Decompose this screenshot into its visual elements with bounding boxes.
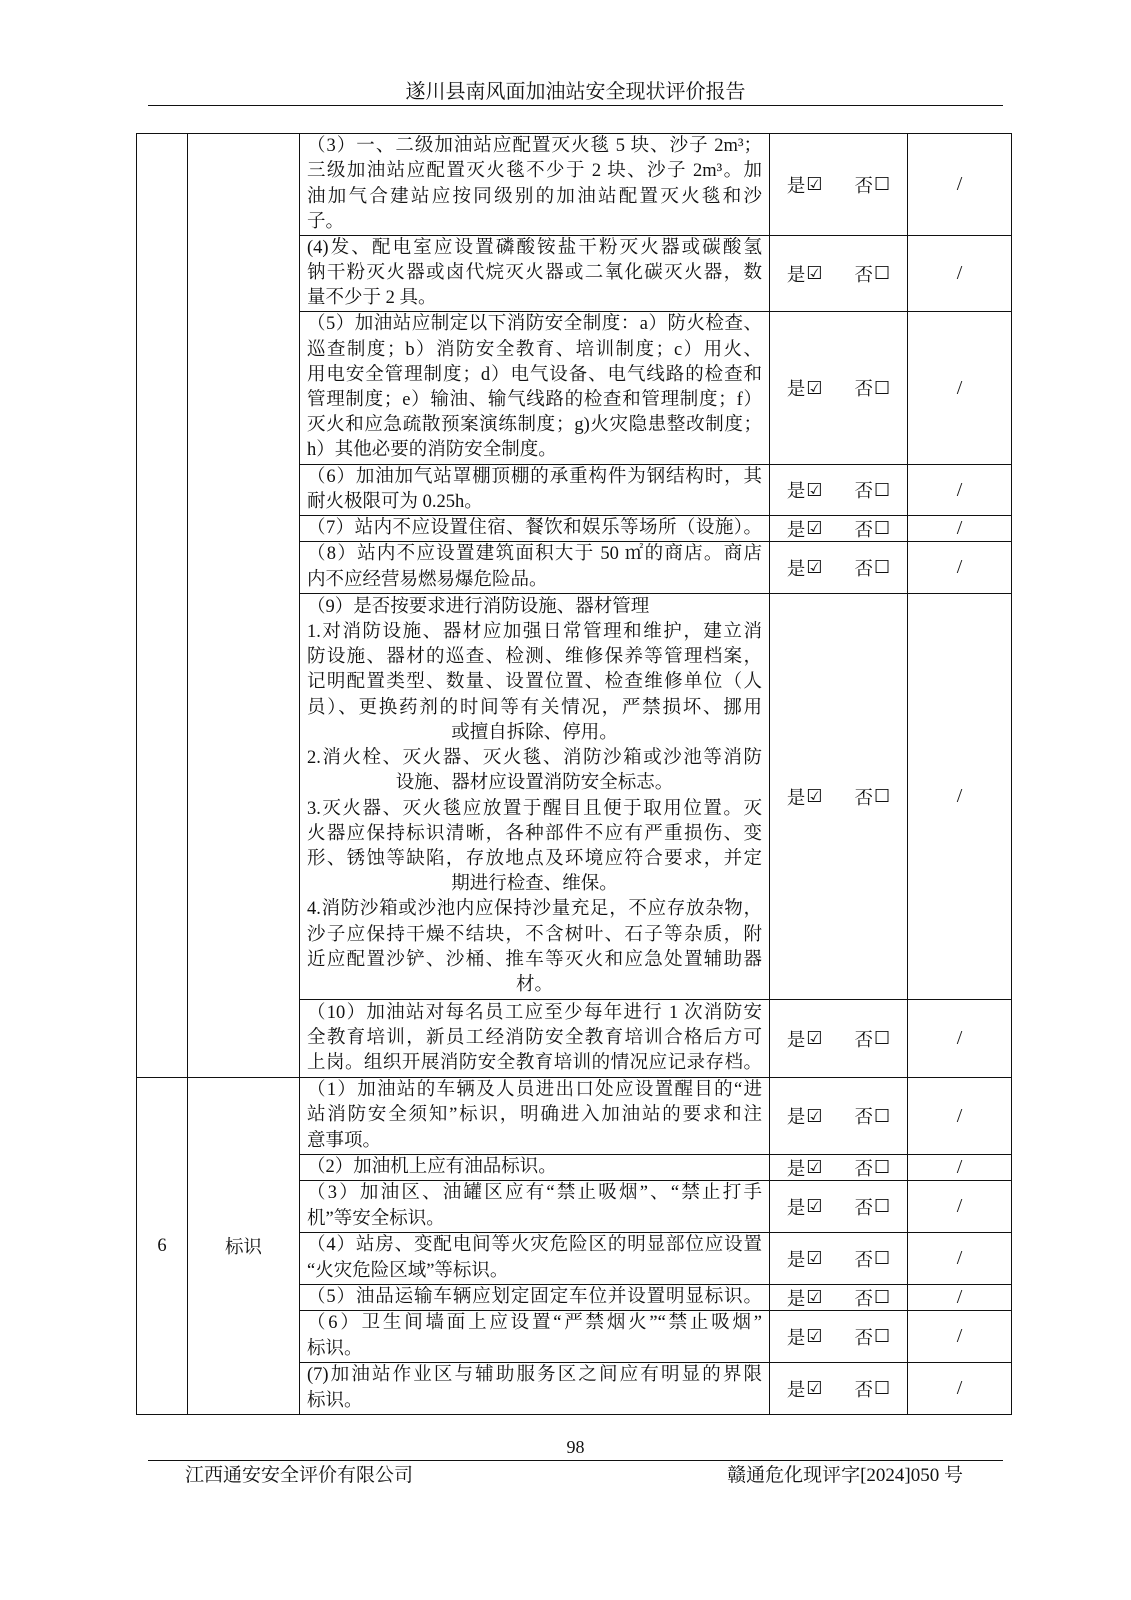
compliance-check xyxy=(770,594,908,1000)
item-text-line: 耐火极限可为 0.25h。 xyxy=(307,492,483,512)
item-text-line: 站消防安全须知”标识，明确进入加油站的要求和注 xyxy=(307,1105,762,1126)
no-option xyxy=(855,375,891,401)
item-text-line: （6）加油加气站罩棚顶棚的承重构件为钢结构时，其 xyxy=(307,466,762,487)
checked-box-icon: ☑ xyxy=(806,174,823,195)
unchecked-box-icon: ☐ xyxy=(874,479,891,501)
yes-option xyxy=(787,477,823,503)
item-text-line: 3.灭火器、灭火毯应放置于醒目且便于取用位置。灭 xyxy=(307,798,762,819)
compliance-check xyxy=(770,542,908,594)
footer-company: 江西通安安全评价有限公司 xyxy=(185,1465,414,1486)
unchecked-box-icon: ☐ xyxy=(874,263,891,284)
no-label: 否 xyxy=(854,265,874,286)
compliance-check xyxy=(770,1000,908,1078)
yes-option xyxy=(787,1103,823,1129)
item-text-line: （8）站内不应设置建筑面积大于 50 ㎡的商店。商店 xyxy=(307,544,762,565)
no-option xyxy=(855,172,891,198)
item-content xyxy=(300,312,770,465)
compliance-check xyxy=(770,1233,908,1285)
no-option xyxy=(855,1285,891,1311)
remark-cell xyxy=(908,1181,1012,1233)
item-text-line: 三级加油站应配置灭火毯不少于 2 块、沙子 2m³。加 xyxy=(307,161,762,182)
compliance-check xyxy=(770,1078,908,1155)
item-content xyxy=(300,594,770,1000)
item-text-line: 子。 xyxy=(307,211,345,232)
remark-text: / xyxy=(956,1325,963,1347)
item-text-line: （9）是否按要求进行消防设施、器材管理 xyxy=(307,596,650,617)
item-text-line: 员）、更换药剂的时间等有关情况，严禁损坏、挪用 xyxy=(307,697,762,718)
yes-label: 是 xyxy=(786,520,806,541)
remark-text: / xyxy=(956,173,963,195)
remark-cell xyxy=(908,236,1012,312)
compliance-check xyxy=(770,516,908,542)
remark-cell xyxy=(908,1233,1012,1285)
remark-text: / xyxy=(956,1286,963,1308)
checked-box-icon: ☑ xyxy=(806,518,823,539)
remark-cell xyxy=(908,134,1012,236)
item-text-line: 意事项。 xyxy=(307,1130,382,1151)
item-text-line: 沙子应保持干燥不结块，不含树叶、石子等杂质，附 xyxy=(307,924,762,945)
compliance-check xyxy=(770,1311,908,1363)
section-category-cell-continued xyxy=(188,134,300,1078)
compliance-check xyxy=(770,236,908,312)
no-label: 否 xyxy=(854,520,874,541)
compliance-check xyxy=(770,312,908,465)
item-text-line: 灭火和应急疏散预案演练制度；g)火灾隐患整改制度； xyxy=(307,415,762,436)
remark-cell xyxy=(908,1311,1012,1363)
item-text-line: （6）卫生间墙面上应设置“严禁烟火”“禁止吸烟” xyxy=(307,1313,762,1334)
section-category: 标识 xyxy=(188,1078,300,1415)
item-text-line: 管理制度；e）输油、输气线路的检查和管理制度；f） xyxy=(307,390,762,410)
yes-label: 是 xyxy=(786,559,806,580)
item-text-line: 形、锈蚀等缺陷，存放地点及环境应符合要求，并定 xyxy=(307,848,762,869)
remark-cell xyxy=(908,542,1012,594)
page-number: 98 xyxy=(566,1437,585,1457)
item-text-line: （5）油品运输车辆应划定固定车位并设置明显标识。 xyxy=(307,1286,762,1307)
yes-option xyxy=(787,555,823,581)
checked-box-icon: ☑ xyxy=(806,1326,823,1347)
checked-box-icon: ☑ xyxy=(806,557,823,578)
yes-option xyxy=(787,1026,823,1052)
unchecked-box-icon: ☐ xyxy=(874,174,891,195)
checked-box-icon: ☑ xyxy=(806,479,823,501)
section-number: 6 xyxy=(137,1078,188,1415)
remark-cell xyxy=(908,1285,1012,1311)
checked-box-icon: ☑ xyxy=(806,786,823,807)
unchecked-box-icon: ☐ xyxy=(874,1105,891,1127)
no-label: 否 xyxy=(854,1380,874,1401)
no-label: 否 xyxy=(854,1159,874,1180)
item-text-line: （4）站房、变配电间等火灾危险区的明显部位应设置 xyxy=(307,1235,762,1256)
checklist-table xyxy=(136,133,1012,1415)
remark-text: / xyxy=(956,1156,963,1178)
no-label: 否 xyxy=(854,176,874,197)
unchecked-box-icon: ☐ xyxy=(874,1326,891,1347)
compliance-check xyxy=(770,134,908,236)
item-text-line: 量不少于 2 具。 xyxy=(307,288,437,309)
compliance-check xyxy=(770,1181,908,1233)
item-content xyxy=(300,1285,770,1311)
remark-text: / xyxy=(956,785,963,807)
unchecked-box-icon: ☐ xyxy=(874,1157,891,1178)
item-text-line: 或擅自拆除、停用。 xyxy=(451,722,618,743)
remark-cell xyxy=(908,312,1012,465)
no-option xyxy=(855,1155,891,1181)
yes-label: 是 xyxy=(786,1328,806,1349)
item-text-line: （2）加油机上应有油品标识。 xyxy=(307,1156,557,1177)
yes-label: 是 xyxy=(786,1198,806,1219)
item-text-line: (7)加油站作业区与辅助服务区之间应有明显的界限 xyxy=(307,1365,762,1386)
item-text-line: 期进行检查、维保。 xyxy=(451,874,618,895)
checked-box-icon: ☑ xyxy=(806,1028,823,1049)
remark-text: / xyxy=(956,262,963,284)
no-option xyxy=(855,784,891,810)
item-text-line: （3）加油区、油罐区应有“禁止吸烟”、“禁止打手 xyxy=(307,1183,762,1204)
item-text-line: 全教育培训，新员工经消防安全教育培训合格后方可 xyxy=(307,1027,762,1048)
compliance-check xyxy=(770,1285,908,1311)
remark-text: / xyxy=(956,1377,963,1399)
no-label: 否 xyxy=(854,1030,874,1051)
item-text-line: 防设施、器材的巡查、检测、维修保养等管理档案， xyxy=(307,647,762,668)
item-text-line: “火灾危险区域”等标识。 xyxy=(307,1260,509,1281)
checked-box-icon: ☑ xyxy=(806,1105,823,1127)
item-content xyxy=(300,1233,770,1285)
yes-label: 是 xyxy=(786,1030,806,1051)
no-option xyxy=(855,261,891,287)
no-label: 否 xyxy=(854,1289,874,1310)
yes-label: 是 xyxy=(786,1250,806,1271)
item-text-line: （3）一、二级加油站应配置灭火毯 5 块、沙子 2m³； xyxy=(307,136,762,157)
item-text-line: 内不应经营易燃易爆危险品。 xyxy=(307,569,548,590)
item-text-line: （1）加油站的车辆及人员进出口处应设置醒目的“进 xyxy=(307,1080,762,1101)
yes-option xyxy=(787,375,823,401)
item-text-line: h）其他必要的消防安全制度。 xyxy=(307,440,557,461)
remark-cell xyxy=(908,1155,1012,1181)
unchecked-box-icon: ☐ xyxy=(874,518,891,539)
item-text-line: 近应配置沙铲、沙桶、推车等灭火和应急处置辅助器 xyxy=(307,949,762,970)
item-text-line: 机”等安全标识。 xyxy=(307,1208,445,1229)
item-content xyxy=(300,1311,770,1363)
item-text-line: (4)发、配电室应设置磷酸铵盐干粉灭火器或碳酸氢 xyxy=(307,237,762,258)
footer-report-code: 赣通危化现评字[2024]050 号 xyxy=(727,1465,963,1486)
no-option xyxy=(855,1324,891,1350)
remark-text: / xyxy=(956,1027,963,1049)
yes-label: 是 xyxy=(786,788,806,809)
unchecked-box-icon: ☐ xyxy=(874,1378,891,1399)
checked-box-icon: ☑ xyxy=(806,263,823,284)
item-text-line: 油加气合建站应按同级别的加油站配置灭火毯和沙 xyxy=(307,186,762,207)
item-text-line: 设施、器材应设置消防安全标志。 xyxy=(395,773,674,794)
item-text-line: 标识。 xyxy=(307,1338,363,1359)
yes-option xyxy=(787,261,823,287)
yes-label: 是 xyxy=(786,1289,806,1310)
item-content xyxy=(300,236,770,312)
remark-text: / xyxy=(956,517,963,539)
no-option xyxy=(855,1194,891,1220)
no-label: 否 xyxy=(854,1198,874,1219)
item-content xyxy=(300,1155,770,1181)
yes-option xyxy=(787,1155,823,1181)
no-option xyxy=(855,477,891,503)
yes-label: 是 xyxy=(786,1108,806,1128)
yes-option xyxy=(787,1194,823,1220)
no-label: 否 xyxy=(854,1328,874,1349)
no-label: 否 xyxy=(854,482,874,502)
checked-box-icon: ☑ xyxy=(806,1157,823,1178)
yes-label: 是 xyxy=(786,1159,806,1180)
remark-text: / xyxy=(956,376,963,399)
no-option xyxy=(855,555,891,581)
checked-box-icon: ☑ xyxy=(806,377,823,399)
yes-option xyxy=(787,1324,823,1350)
unchecked-box-icon: ☐ xyxy=(874,1248,891,1269)
item-text-line: （5）加油站应制定以下消防安全制度：a）防火检查、 xyxy=(307,314,762,335)
no-label: 否 xyxy=(854,380,874,400)
remark-text: / xyxy=(956,1247,963,1269)
yes-label: 是 xyxy=(786,380,806,400)
remark-cell xyxy=(908,1078,1012,1155)
unchecked-box-icon: ☐ xyxy=(874,1287,891,1308)
yes-label: 是 xyxy=(786,176,806,197)
remark-cell xyxy=(908,1000,1012,1078)
no-label: 否 xyxy=(854,559,874,580)
yes-option xyxy=(787,1246,823,1272)
item-text-line: 4.消防沙箱或沙池内应保持沙量充足，不应存放杂物， xyxy=(307,899,762,920)
compliance-check xyxy=(770,1363,908,1415)
item-text-line: 记明配置类型、数量、设置位置、检查维修单位（人 xyxy=(307,672,762,693)
remark-text: / xyxy=(956,556,963,578)
section-number-cell-continued xyxy=(137,134,188,1078)
compliance-check xyxy=(770,1155,908,1181)
no-option xyxy=(855,1026,891,1052)
remark-cell xyxy=(908,516,1012,542)
item-content xyxy=(300,1181,770,1233)
remark-cell xyxy=(908,465,1012,516)
no-option xyxy=(855,1376,891,1402)
unchecked-box-icon: ☐ xyxy=(874,1196,891,1217)
checked-box-icon: ☑ xyxy=(806,1196,823,1217)
item-text-line: 标识。 xyxy=(307,1390,363,1411)
yes-label: 是 xyxy=(786,482,806,502)
checked-box-icon: ☑ xyxy=(806,1378,823,1399)
remark-text: / xyxy=(956,1104,963,1127)
remark-cell xyxy=(908,594,1012,1000)
yes-option xyxy=(787,784,823,810)
item-content xyxy=(300,1363,770,1415)
no-option xyxy=(855,1246,891,1272)
yes-option xyxy=(787,172,823,198)
item-text-line: 2.消火栓、灭火器、灭火毯、消防沙箱或沙池等消防 xyxy=(307,748,762,769)
item-text-line: 材。 xyxy=(515,974,553,995)
yes-label: 是 xyxy=(786,265,806,286)
item-text-line: 巡查制度；b）消防安全教育、培训制度；c）用火、 xyxy=(307,339,762,360)
unchecked-box-icon: ☐ xyxy=(874,786,891,807)
no-label: 否 xyxy=(854,1250,874,1271)
item-text-line: 1.对消防设施、器材应加强日常管理和维护，建立消 xyxy=(307,622,762,643)
item-content xyxy=(300,134,770,236)
yes-option xyxy=(787,1285,823,1311)
item-text-line: 用电安全管理制度；d）电气设备、电气线路的检查和 xyxy=(307,364,762,385)
remark-cell xyxy=(908,1363,1012,1415)
checked-box-icon: ☑ xyxy=(806,1287,823,1308)
no-label: 否 xyxy=(854,788,874,809)
unchecked-box-icon: ☐ xyxy=(874,557,891,578)
no-option xyxy=(855,1103,891,1129)
yes-option xyxy=(787,1376,823,1402)
item-content xyxy=(300,516,770,542)
item-text-line: 上岗。组织开展消防安全教育培训的情况应记录存档。 xyxy=(307,1053,762,1074)
yes-option xyxy=(787,516,823,542)
checked-box-icon: ☑ xyxy=(806,1248,823,1269)
compliance-check xyxy=(770,465,908,516)
item-content xyxy=(300,1000,770,1078)
item-text-line: （7）站内不应设置住宿、餐饮和娱乐等场所（设施）。 xyxy=(307,517,762,538)
unchecked-box-icon: ☐ xyxy=(874,377,891,399)
unchecked-box-icon: ☐ xyxy=(874,1028,891,1049)
report-title: 遂川县南风面加油站安全现状评价报告 xyxy=(405,81,746,103)
remark-text: / xyxy=(956,478,963,501)
yes-label: 是 xyxy=(786,1380,806,1401)
no-option xyxy=(855,516,891,542)
header-divider xyxy=(148,105,1003,106)
footer-divider xyxy=(148,1460,1003,1461)
remark-text: / xyxy=(956,1195,963,1217)
item-text-line: （10）加油站对每名员工应至少每年进行 1 次消防安 xyxy=(307,1002,762,1023)
item-content xyxy=(300,465,770,516)
no-label: 否 xyxy=(854,1108,874,1128)
item-text-line: 火器应保持标识清晰，各种部件不应有严重损伤、变 xyxy=(307,823,762,844)
item-text-line: 钠干粉灭火器或卤代烷灭火器或二氧化碳灭火器，数 xyxy=(307,262,762,283)
item-content xyxy=(300,1078,770,1155)
item-content xyxy=(300,542,770,594)
